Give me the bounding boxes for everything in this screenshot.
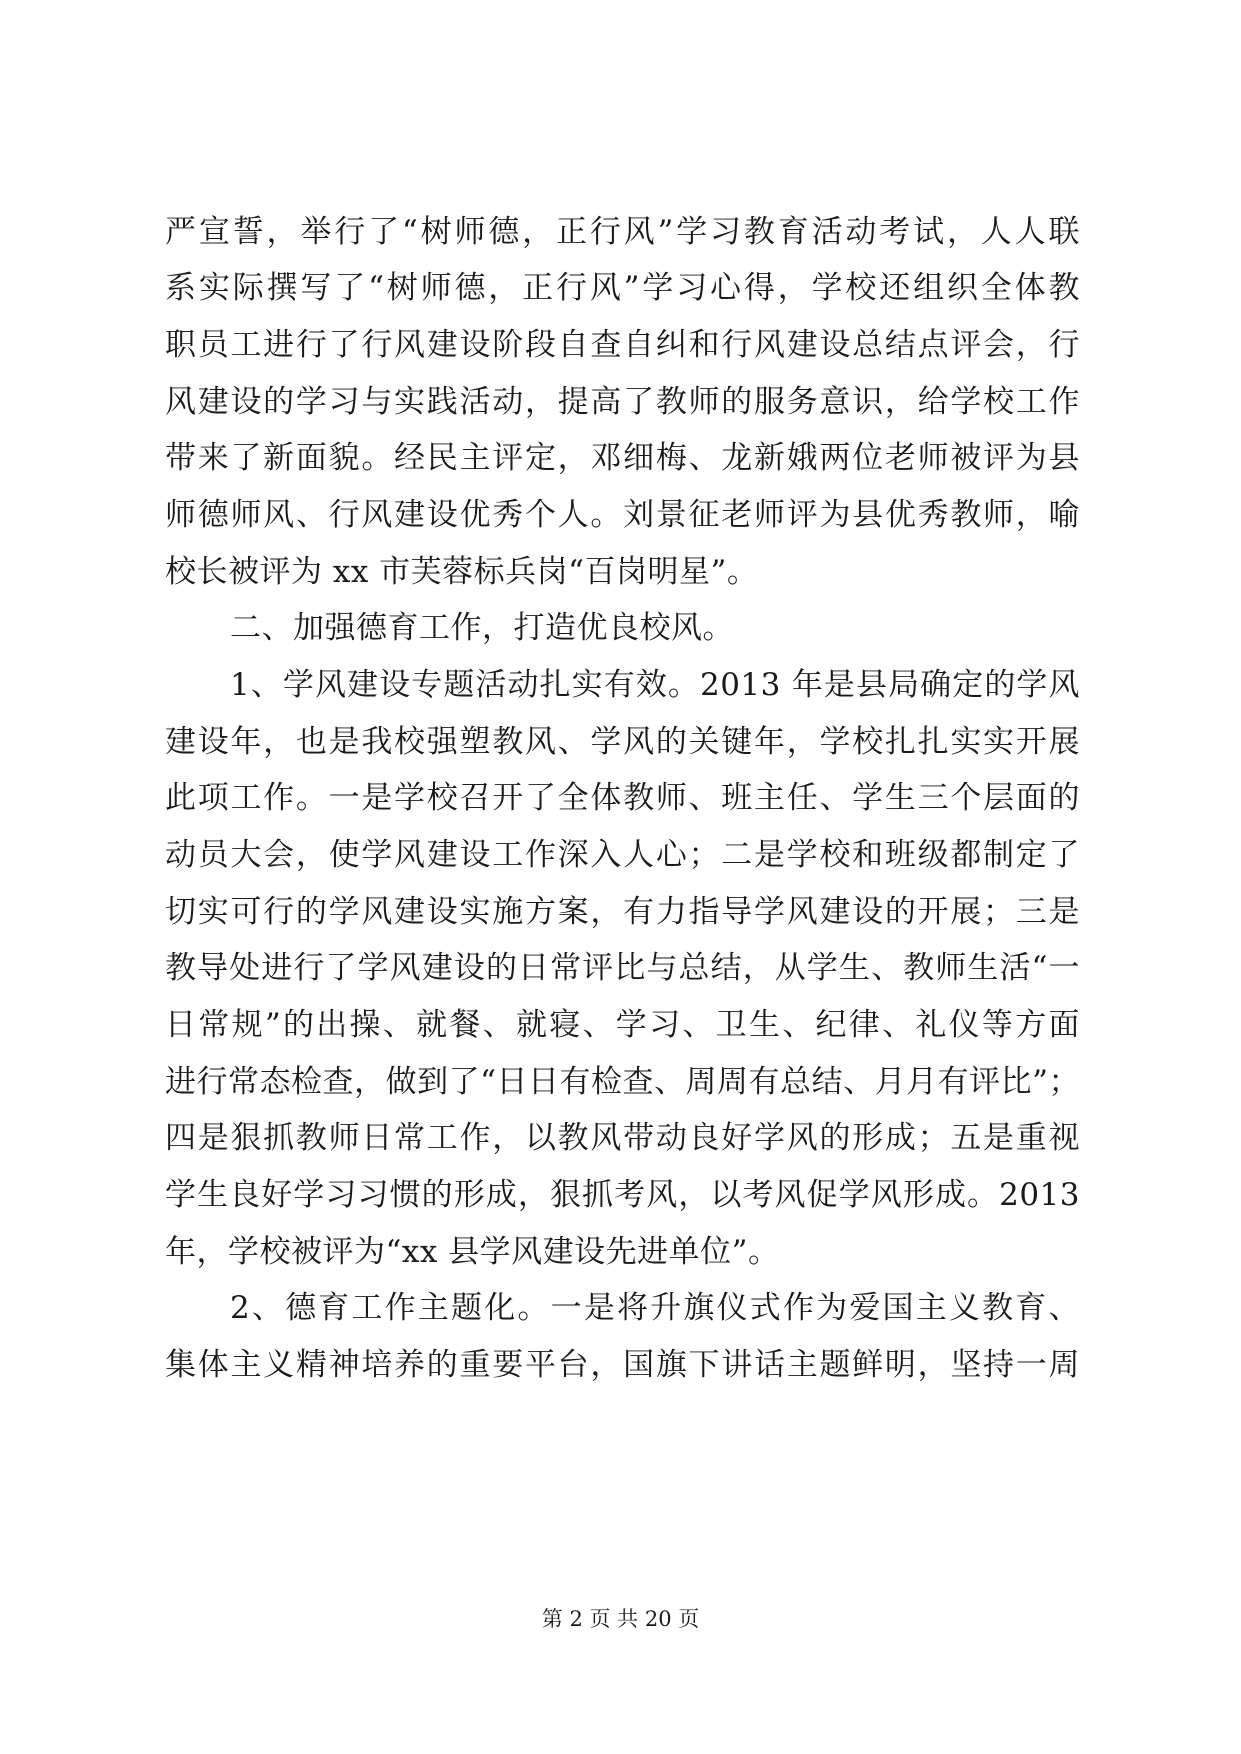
body-text-line: 2、德育工作主题化。一是将升旗仪式作为爱国主义教育、 <box>230 1290 1080 1326</box>
body-text-line: 建设年，也是我校强塑教风、学风的关键年，学校扎扎实实开展 <box>165 724 1080 760</box>
body-text-line: 严宣誓，举行了“树师德，正行风”学习教育活动考试，人人联 <box>165 214 1080 250</box>
body-text-line: 师德师风、行风建设优秀个人。刘景征老师评为县优秀教师，喻 <box>165 497 1080 533</box>
body-text-line: 教导处进行了学风建设的日常评比与总结，从学生、教师生活“一 <box>165 950 1080 986</box>
body-text-line: 四是狠抓教师日常工作，以教风带动良好学风的形成；五是重视 <box>165 1120 1080 1156</box>
body-text-line: 此项工作。一是学校召开了全体教师、班主任、学生三个层面的 <box>165 780 1080 816</box>
body-text-line: 风建设的学习与实践活动，提高了教师的服务意识，给学校工作 <box>165 384 1080 420</box>
body-text-line: 学生良好学习习惯的形成，狠抓考风，以考风促学风形成。2013 <box>165 1177 1080 1213</box>
body-text-line: 集体主义精神培养的重要平台，国旗下讲话主题鲜明，坚持一周 <box>165 1347 1080 1383</box>
body-text-line: 职员工进行了行风建设阶段自查自纠和行风建设总结点评会，行 <box>165 327 1080 363</box>
section-heading: 二、加强德育工作，打造优良校风。 <box>230 610 734 646</box>
body-text-line: 切实可行的学风建设实施方案，有力指导学风建设的开展；三是 <box>165 894 1080 930</box>
body-text-line: 系实际撰写了“树师德，正行风”学习心得，学校还组织全体教 <box>165 270 1080 306</box>
body-text-line: 校长被评为 xx 市芙蓉标兵岗“百岗明星”。 <box>165 554 759 590</box>
body-text-line: 带来了新面貌。经民主评定，邓细梅、龙新娥两位老师被评为县 <box>165 440 1080 476</box>
body-text-line: 日常规”的出操、就餐、就寝、学习、卫生、纪律、礼仪等方面 <box>165 1007 1080 1043</box>
page-number-footer: 第 2 页 共 20 页 <box>541 1607 700 1631</box>
body-text-line: 进行常态检查，做到了“日日有检查、周周有总结、月月有评比”； <box>165 1064 1080 1100</box>
body-text-line: 动员大会，使学风建设工作深入人心；二是学校和班级都制定了 <box>165 837 1080 873</box>
body-text-line: 1、学风建设专题活动扎实有效。2013 年是县局确定的学风 <box>230 667 1080 703</box>
body-text-line: 年，学校被评为“xx 县学风建设先进单位”。 <box>165 1234 780 1270</box>
